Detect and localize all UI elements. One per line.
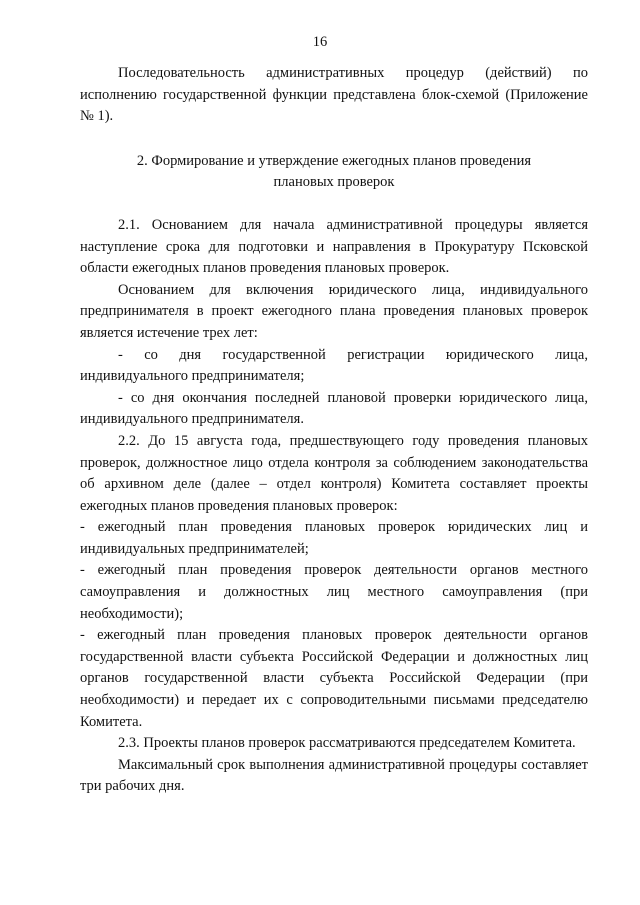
paragraph-2-3: 2.3. Проекты планов проверок рассматриваются председателем Комитета. [118, 735, 576, 752]
list-item-plan-state-authorities: - ежегодный план проведения плановых проверок деятельности органов государственной власти субъекта Российской Федерации и должностных лиц органов государственной власти субъекта Российской Федерации (при необходимости) и передает их с сопроводительными письмами председателю Комитета. [80, 627, 588, 730]
list-item-plan-legal-entities: - ежегодный план проведения плановых проверок юридических лиц и индивидуальных предпринимателей; [80, 519, 588, 557]
list-item-plan-local-government: - ежегодный план проведения проверок деятельности органов местного самоуправления и должностных лиц местного самоуправления (при необходимости); [80, 562, 588, 622]
section-heading [80, 151, 588, 194]
paragraph-2-1: 2.1. Основанием для начала административной процедуры является наступление срока для подготовки и направления в Прокуратуру Псковской области ежегодных планов проведения плановых проверок. [80, 216, 588, 277]
paragraph-basis: Основанием для включения юридического лица, индивидуального предпринимателя в проект ежегодного плана проведения плановых проверок является истечение трех лет: [80, 281, 588, 341]
section-heading-line-2: плановых проверок [273, 174, 395, 191]
paragraph-max-duration: Максимальный срок выполнения административной процедуры составляет три рабочих дня. [80, 756, 588, 795]
section-heading-line-1: 2. Формирование и утверждение ежегодных планов проведения [136, 152, 532, 169]
document-body [80, 63, 588, 798]
paragraph-2-2: 2.2. До 15 августа года, предшествующего году проведения плановых проверок, должностное лицо отдела контроля за соблюдением законодательства об архивном деле (далее – отдел контроля) Комитета составляет проекты ежегодных планов проведения плановых проверок: [80, 432, 588, 514]
paragraph-dash-registration: - со дня государственной регистрации юридического лица, индивидуального предпринимателя; [80, 346, 588, 385]
page-number: 16 [312, 34, 328, 50]
paragraph-dash-last-inspection: - со дня окончания последней плановой проверки юридического лица, индивидуального предпринимателя. [80, 389, 588, 428]
intro-paragraph: Последовательность административных процедур (действий) по исполнению государственной функции представлена блок-схемой (Приложение № 1). [80, 65, 588, 125]
